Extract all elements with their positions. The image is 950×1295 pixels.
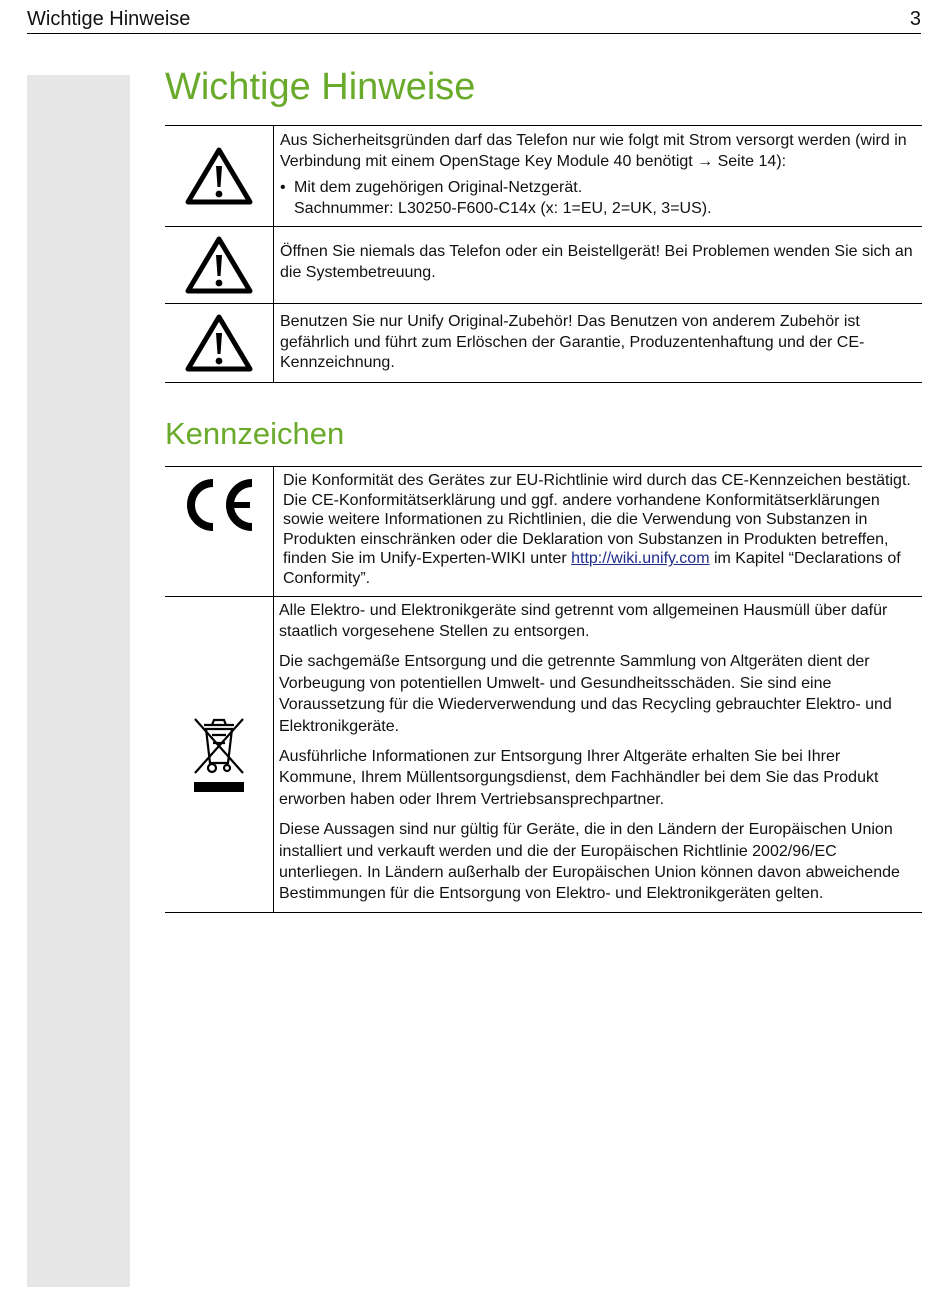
ce-icon-cell	[165, 467, 274, 597]
warning-icon-cell	[165, 126, 274, 227]
warning-triangle-icon	[185, 235, 253, 295]
ce-text-cell	[274, 467, 923, 597]
warning-text-cell	[274, 227, 923, 304]
warning-text-cell	[274, 304, 923, 383]
warning-row	[165, 227, 922, 304]
bullet-line: Sachnummer: L30250-F600-C14x (x: 1=EU, 2=UK, 3=US).	[294, 199, 712, 217]
warning-text: Öffnen Sie niemals das Telefon oder ein Beistellgerät! Bei Problemen wenden Sie sich an die Systembetreuung.	[280, 243, 913, 281]
ce-text-end: im Kapitel “Declarations of Conformity”.	[283, 550, 901, 587]
warning-row	[165, 126, 922, 227]
bullet-item	[280, 178, 916, 219]
weee-row	[165, 596, 922, 912]
warning-text-cell	[274, 126, 923, 227]
warning-icon-cell	[165, 227, 274, 304]
weee-text-cell	[274, 596, 923, 912]
weee-paragraph: Alle Elektro- und Elektronikgeräte sind getrennt vom allgemeinen Hausmüll über dafür staatlich vorgesehene Stellen zu entsorgen.	[279, 601, 888, 640]
section-heading-warnings: Wichtige Hinweise	[165, 66, 476, 108]
crossed-out-wheelie-bin-icon	[189, 713, 249, 795]
page-number: 3	[909, 8, 921, 30]
marks-table	[165, 466, 922, 913]
warning-text: Aus Sicherheitsgründen darf das Telefon nur wie folgt mit Strom versorgt werden (wird in Verbindung mit einem OpenStage Key Module 40 benötigt → Seite 14):	[280, 132, 907, 170]
warning-row	[165, 304, 922, 383]
running-header	[27, 6, 921, 34]
running-header-title: Wichtige Hinweise	[27, 8, 191, 30]
bullet-line: Mit dem zugehörigen Original-Netzgerät.	[294, 179, 583, 196]
weee-paragraph: Die sachgemäße Entsorgung und die getrennte Sammlung von Altgeräten dient der Vorbeugung von potentiellen Umwelt- und Gesundheitsschäden. Sie sind eine Voraussetzung für die Wiederverwendung und das Recycling gebrauchter Elektro- und Elektronikgeräte.	[279, 653, 892, 735]
side-margin-bar	[27, 75, 130, 1287]
bullet-symbol: •	[280, 179, 286, 196]
warnings-table	[165, 125, 922, 383]
warning-text: Benutzen Sie nur Unify Original-Zubehör! Das Benutzen von anderem Zubehör ist gefährlich und führt zum Erlöschen der Garantie, Produzentenhaftung und der CE-Kennzeichnung.	[280, 313, 865, 371]
warning-triangle-icon	[185, 313, 253, 373]
wiki-link[interactable]: http://wiki.unify.com	[571, 550, 710, 568]
weee-icon-cell	[165, 596, 274, 912]
ce-row	[165, 467, 922, 597]
weee-paragraph: Ausführliche Informationen zur Entsorgung Ihrer Altgeräte erhalten Sie bei Ihrer Kommune, Ihrem Müllentsorgungsdienst, dem Fachhändler bei dem Sie das Produkt erworben haben oder Ihrem Vertriebsansprechpartner.	[279, 748, 879, 808]
ce-text: Die Konformität des Gerätes zur EU-Richtlinie wird durch das CE-Kennzeichen bestätigt. Die CE-Konformitätserklärung und ggf. andere vorhandene Konformitätserklärungen sowie weitere Informationen zu Richtlinien, die die Verwendung von Substanzen in Produkten einschränken oder die Deklaration von Substanzen in Produkten betreffen, finden Sie im Unify-Experten-WIKI unter	[283, 472, 911, 568]
warning-triangle-icon	[185, 146, 253, 206]
section-heading-marks: Kennzeichen	[165, 416, 345, 451]
ce-mark-icon	[180, 477, 258, 533]
warning-icon-cell	[165, 304, 274, 383]
weee-paragraph: Diese Aussagen sind nur gültig für Geräte, die in den Ländern der Europäischen Union installiert und verkauft werden und die der Europäischen Richtlinie 2002/96/EC unterliegen. In Ländern außerhalb der Europäischen Union können davon abweichende Bestimmungen für die Entsorgung von Elektro- und Elektronikgeräten gelten.	[279, 821, 900, 903]
